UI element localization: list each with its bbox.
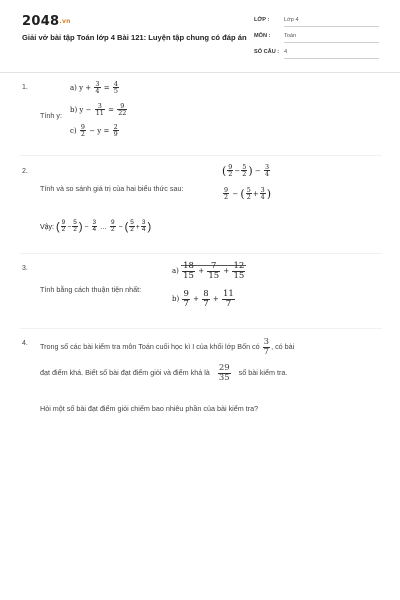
fraction: $\frac{3}{11}$ <box>95 102 104 118</box>
fraction: $\frac{11}{7}$ <box>222 289 234 309</box>
operator: = <box>108 105 114 114</box>
text: , có bài <box>271 341 295 351</box>
operator: + <box>193 295 199 303</box>
question-label: Tính y: <box>40 111 62 120</box>
text: Trong số các bài kiểm tra môn Toán cuối học kì I của khối lớp Bốn có <box>40 341 260 351</box>
divider <box>20 155 382 156</box>
eq-prefix: c) <box>70 126 77 135</box>
divider <box>20 253 382 254</box>
fraction: $\frac{3}{4}$ <box>260 186 265 202</box>
fraction: $\frac{3}{4}$ <box>95 80 100 96</box>
paragraph-line-2 <box>40 364 287 382</box>
vay-label: Vậy: <box>40 223 55 231</box>
expression-a <box>172 262 246 280</box>
answer-blank: … <box>100 223 108 231</box>
fraction: $\frac{9}{2}$ <box>80 123 85 139</box>
expr-prefix: b) <box>172 295 180 303</box>
operator: + <box>252 189 259 198</box>
equation-b <box>70 103 128 117</box>
fraction: $\frac{9}{7}$ <box>183 289 189 309</box>
fraction: $\frac{18}{15}$ <box>183 261 194 281</box>
worksheet-header <box>0 0 400 73</box>
logo-suffix: .vn <box>59 18 71 25</box>
operator: − <box>118 223 123 231</box>
expression-b <box>172 290 236 308</box>
text: số bài kiểm tra. <box>238 367 288 377</box>
fraction: $\frac{3}{4}$ <box>92 219 97 234</box>
lop-value: Lớp 4 <box>284 17 379 27</box>
operator: − <box>254 166 261 175</box>
question-number: 2. <box>22 168 28 175</box>
divider <box>20 328 382 329</box>
socau-label: SỐ CÂU : <box>254 49 280 55</box>
question-number: 4. <box>22 340 28 347</box>
paragraph-line-3: Hỏi một số bài đạt điểm giỏi chiếm bao nhiêu phần của bài kiểm tra? <box>40 404 259 413</box>
fraction: $\frac{7}{15}$ <box>208 261 220 281</box>
expr-prefix: a) <box>172 267 179 275</box>
fraction: $\frac{29}{35}$ <box>218 363 230 383</box>
fraction: $\frac{9}{2}$ <box>111 219 115 234</box>
mon-label: MÔN : <box>254 33 271 39</box>
operator: + <box>135 223 140 231</box>
fraction: $\frac{5}{2}$ <box>73 219 77 234</box>
operator: − <box>234 166 241 175</box>
operator: = <box>103 83 110 92</box>
question-number: 3. <box>22 265 28 272</box>
paragraph-line-1 <box>40 338 294 356</box>
fraction: $\frac{9}{2}$ <box>224 186 229 202</box>
logo-main: 2048 <box>22 14 60 29</box>
equation-a <box>70 81 120 95</box>
eq-prefix: a) y + <box>70 83 92 92</box>
fraction: $\frac{3}{7}$ <box>263 337 270 357</box>
fraction: $\frac{12}{15}$ <box>233 261 245 281</box>
lop-label: LỚP : <box>254 17 270 23</box>
expression-2: $\frac{9}{2}$ − ( $\frac{5}{2}$ + $\frac{3}{4}$ ) <box>224 186 272 202</box>
fraction: $\frac{9}{22}$ <box>118 102 127 118</box>
fraction: $\frac{5}{2}$ <box>246 186 251 202</box>
text: đạt điểm khá. Biết số bài đạt điểm giỏi và điểm khá là <box>40 367 210 377</box>
socau-value: 4 <box>284 49 379 59</box>
fraction: $\frac{9}{2}$ <box>61 219 66 234</box>
question-label: Tính bằng cách thuận tiện nhất: <box>40 285 142 294</box>
mon-value: Toán <box>284 33 379 43</box>
operator: + <box>212 295 219 303</box>
operator: − <box>232 189 239 198</box>
fraction: $\frac{3}{4}$ <box>264 163 270 179</box>
fraction: $\frac{5}{2}$ <box>130 219 134 234</box>
equation-c <box>70 124 120 138</box>
operator: − <box>84 223 89 231</box>
fraction: $\frac{3}{4}$ <box>141 219 146 234</box>
fraction: $\frac{2}{9}$ <box>113 123 118 139</box>
question-label: Tính và so sánh giá trị của hai biểu thức sau: <box>40 184 184 193</box>
operator: + <box>198 267 205 275</box>
eq-prefix: b) y − <box>70 105 92 114</box>
fraction: $\frac{4}{5}$ <box>113 80 118 96</box>
fraction: $\frac{8}{7}$ <box>203 289 209 309</box>
conclusion-row: Vậy: ( $\frac{9}{2}$ − $\frac{5}{2}$ ) − $\frac{3}{4}$ … $\frac{9}{2}$ − ( $\frac{5}{2}$ + $\frac{3}{4}$ ) <box>40 219 152 234</box>
question-number: 1. <box>22 84 28 91</box>
operator: + <box>223 267 230 275</box>
operator: − <box>67 223 72 231</box>
fraction: $\frac{9}{2}$ <box>228 163 233 179</box>
fraction: $\frac{5}{2}$ <box>242 163 247 179</box>
site-logo[interactable] <box>22 14 71 29</box>
document-title: Giải vở bài tập Toán lớp 4 Bài 121: Luyện tập chung có đáp án <box>22 33 247 42</box>
operator: − y = <box>89 126 110 135</box>
expression-1: ( $\frac{9}{2}$ − $\frac{5}{2}$ ) − $\frac{3}{4}$ <box>222 163 270 179</box>
